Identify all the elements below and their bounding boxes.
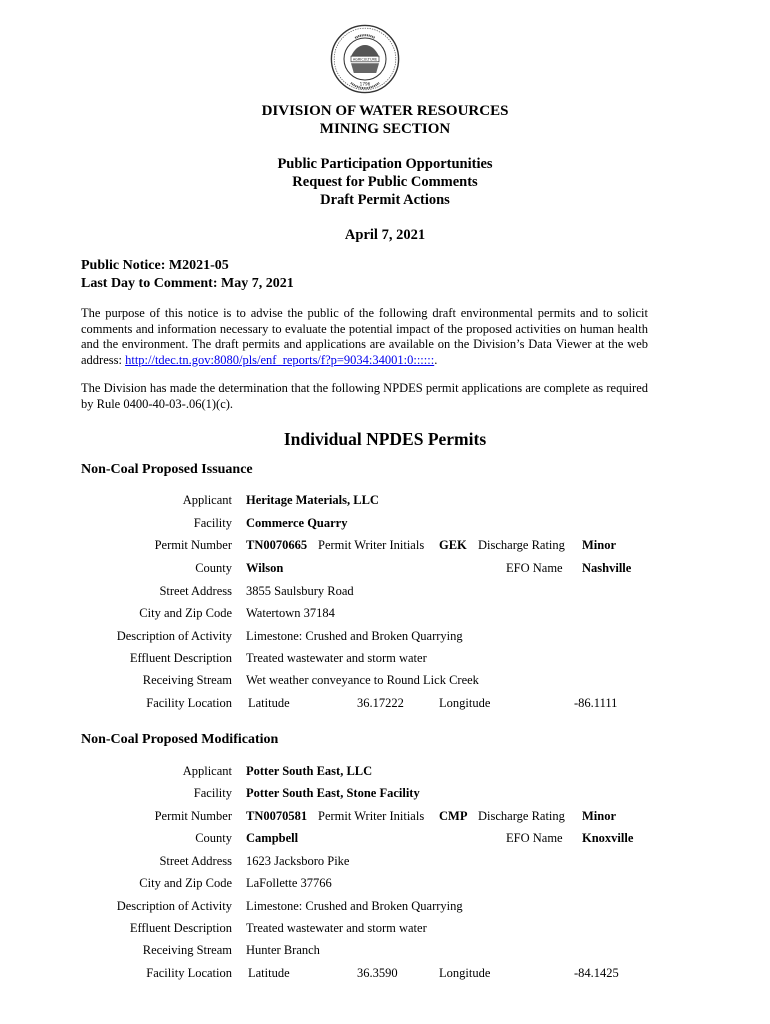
label-city-zip: City and Zip Code — [139, 606, 232, 620]
value-permit-writer: GEK — [439, 538, 467, 552]
label-efo-name: EFO Name — [506, 831, 563, 845]
value-activity: Limestone: Crushed and Broken Quarrying — [246, 629, 463, 643]
svg-text:1796: 1796 — [359, 81, 371, 87]
value-facility: Commerce Quarry — [246, 516, 348, 530]
svg-text:AGRICULTURE: AGRICULTURE — [352, 57, 378, 62]
value-efo-name: Nashville — [582, 561, 632, 575]
subtitle-line-1: Public Participation Opportunities — [277, 156, 493, 172]
state-seal-logo — [330, 24, 400, 94]
label-efo-name: EFO Name — [506, 561, 563, 575]
value-latitude: 36.17222 — [357, 696, 404, 710]
value-facility: Potter South East, Stone Facility — [246, 786, 420, 800]
division-title: DIVISION OF WATER RESOURCES — [261, 103, 509, 119]
permit-row-county — [0, 561, 770, 579]
label-permit-number: Permit Number — [154, 538, 232, 552]
permit-row-city-zip — [0, 876, 770, 894]
value-longitude: -86.1111 — [574, 696, 618, 710]
label-discharge-rating: Discharge Rating — [478, 809, 565, 823]
label-effluent: Effluent Description — [129, 651, 232, 665]
label-county: County — [195, 831, 232, 845]
label-activity: Description of Activity — [116, 629, 232, 643]
label-county: County — [195, 561, 232, 575]
label-latitude: Latitude — [248, 696, 290, 710]
label-street: Street Address — [159, 584, 232, 598]
permit-row-facility — [0, 786, 770, 804]
label-permit-number: Permit Number — [154, 809, 232, 823]
permit-row-effluent — [0, 651, 770, 669]
section-title: Individual NPDES Permits — [283, 429, 487, 449]
value-effluent: Treated wastewater and storm water — [246, 651, 427, 665]
notice-date: April 7, 2021 — [344, 227, 426, 243]
permit-row-applicant — [0, 493, 770, 511]
label-applicant: Applicant — [182, 493, 232, 507]
value-city-zip: Watertown 37184 — [246, 606, 335, 620]
intro-paragraph — [81, 306, 648, 368]
label-location: Facility Location — [146, 966, 232, 980]
label-receiving: Receiving Stream — [142, 673, 232, 687]
value-activity: Limestone: Crushed and Broken Quarrying — [246, 899, 463, 913]
permit-row-receiving — [0, 943, 770, 961]
permit-row-activity — [0, 899, 770, 917]
label-receiving: Receiving Stream — [142, 943, 232, 957]
subtitle-line-2: Request for Public Comments — [292, 174, 478, 190]
value-permit-number: TN0070581 — [246, 809, 308, 823]
value-county: Campbell — [246, 831, 299, 845]
permit-row-effluent — [0, 921, 770, 939]
label-facility: Facility — [193, 516, 232, 530]
value-street: 3855 Saulsbury Road — [246, 584, 354, 598]
determination-paragraph: The Division has made the determination that the following NPDES permit applications are complete as required by Rule 0400-40-03-.06(1)(c). — [81, 381, 648, 411]
label-location: Facility Location — [146, 696, 232, 710]
permit-row-applicant — [0, 764, 770, 782]
label-activity: Description of Activity — [116, 899, 232, 913]
permit-heading-modification: Non-Coal Proposed Modification — [81, 732, 279, 747]
value-discharge-rating: Minor — [582, 809, 617, 823]
value-latitude: 36.3590 — [357, 966, 398, 980]
value-applicant: Heritage Materials, LLC — [246, 493, 379, 507]
value-street: 1623 Jacksboro Pike — [246, 854, 350, 868]
permit-row-county — [0, 831, 770, 849]
permit-row-facility — [0, 516, 770, 534]
value-effluent: Treated wastewater and storm water — [246, 921, 427, 935]
label-discharge-rating: Discharge Rating — [478, 538, 565, 552]
value-permit-writer: CMP — [439, 809, 468, 823]
label-permit-writer: Permit Writer Initials — [318, 809, 425, 823]
section-name: MINING SECTION — [319, 121, 451, 137]
last-day-to-comment: Last Day to Comment: May 7, 2021 — [81, 276, 294, 291]
value-city-zip: LaFollette 37766 — [246, 876, 332, 890]
label-facility: Facility — [193, 786, 232, 800]
permit-row-street — [0, 584, 770, 602]
permit-heading-issuance: Non-Coal Proposed Issuance — [81, 462, 253, 477]
subtitle-line-3: Draft Permit Actions — [320, 192, 450, 208]
value-receiving: Hunter Branch — [246, 943, 320, 957]
label-permit-writer: Permit Writer Initials — [318, 538, 425, 552]
label-street: Street Address — [159, 854, 232, 868]
intro-suffix: . — [434, 352, 438, 367]
label-city-zip: City and Zip Code — [139, 876, 232, 890]
notice-number: Public Notice: M2021-05 — [81, 258, 229, 273]
value-receiving: Wet weather conveyance to Round Lick Creek — [246, 673, 479, 687]
label-longitude: Longitude — [439, 696, 491, 710]
label-applicant: Applicant — [182, 764, 232, 778]
label-longitude: Longitude — [439, 966, 491, 980]
permit-row-receiving — [0, 673, 770, 691]
notice-block — [81, 257, 294, 293]
value-efo-name: Knoxville — [582, 831, 634, 845]
permit-row-location — [0, 696, 770, 714]
permit-row-permit-number — [0, 809, 770, 827]
permit-row-activity — [0, 629, 770, 647]
intro-text: The purpose of this notice is to advise the public of the following draft environmental permits and to solicit comments and information necessary to evaluate the potential impact of the proposed activities on human health and the environment. The draft permits and applications are available on the Division’s Data Viewer at the web address: — [81, 306, 648, 367]
value-county: Wilson — [246, 561, 284, 575]
value-discharge-rating: Minor — [582, 538, 617, 552]
permit-row-city-zip — [0, 606, 770, 624]
label-effluent: Effluent Description — [129, 921, 232, 935]
value-applicant: Potter South East, LLC — [246, 764, 373, 778]
data-viewer-link[interactable]: http://tdec.tn.gov:8080/pls/enf_reports/f?p=9034:34001:0:::::: — [125, 352, 435, 367]
value-permit-number: TN0070665 — [246, 538, 308, 552]
label-latitude: Latitude — [248, 966, 290, 980]
permit-row-street — [0, 854, 770, 872]
permit-row-location — [0, 966, 770, 984]
permit-row-permit-number — [0, 538, 770, 556]
value-longitude: -84.1425 — [574, 966, 619, 980]
